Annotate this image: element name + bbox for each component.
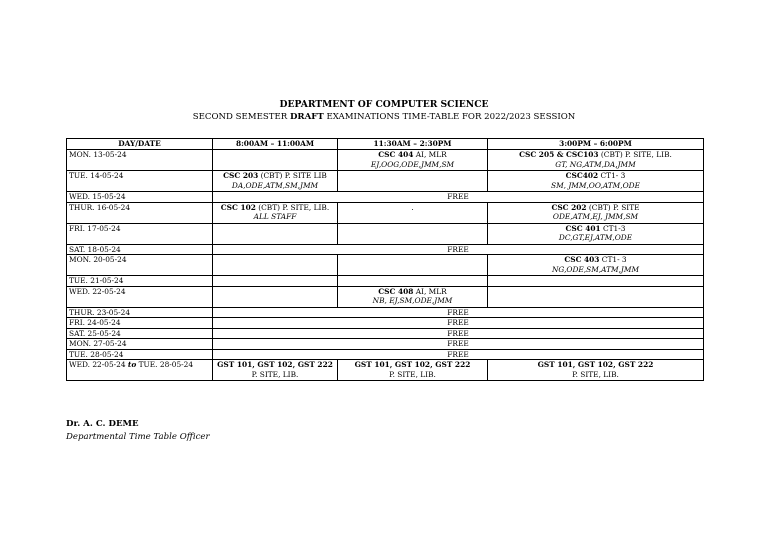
slot-cell	[488, 150, 704, 171]
day-cell: MON. 13-05-24	[67, 150, 213, 171]
table-row	[67, 318, 704, 329]
table-row	[67, 349, 704, 360]
venue: P. SITE, LIB.	[389, 369, 436, 379]
col-header-slot2: 11:30AM – 2:30PM	[338, 139, 488, 150]
venue: AI, MLR	[413, 286, 447, 296]
slot-cell	[488, 360, 704, 381]
day-cell: SAT. 18-05-24	[67, 244, 213, 255]
day-cell: WED. 15-05-24	[67, 192, 213, 203]
table-row	[67, 276, 704, 287]
staff: NB, EJ,SM,ODE,JMM	[372, 296, 453, 305]
slot-cell	[488, 286, 704, 307]
staff: SM, JMM,OO,ATM,ODE	[551, 180, 640, 190]
timetable-subtitle	[0, 112, 768, 122]
course-code: CSC402	[565, 171, 599, 180]
day-cell: MON. 27-05-24	[67, 339, 213, 350]
subtitle-draft: DRAFT	[289, 112, 324, 122]
course-code: CSC 403	[564, 255, 600, 264]
day-cell	[67, 360, 213, 381]
signature-block	[66, 418, 210, 444]
table-row	[67, 171, 704, 192]
day-cell: THUR. 23-05-24	[67, 307, 213, 318]
slot-cell	[338, 171, 488, 192]
table-row	[67, 192, 704, 203]
slot-cell	[338, 255, 488, 276]
table-row	[67, 202, 704, 223]
table-header-row	[67, 139, 704, 150]
slot-cell	[338, 276, 488, 287]
staff: ODE,ATM,EJ, JMM,SM	[552, 212, 639, 221]
table-row	[67, 255, 704, 276]
venue: P. SITE, LIB.	[251, 369, 299, 379]
venue: (CBT) P. SITE	[586, 202, 640, 212]
slot-cell	[338, 360, 488, 381]
venue: (CBT) P. SITE, LIB.	[598, 150, 672, 159]
table-row	[67, 307, 704, 318]
slot-cell	[213, 286, 338, 307]
course-code: CSC 203	[223, 171, 259, 180]
venue: CT1-3	[600, 223, 626, 233]
course-code: CSC 205 & CSC103	[519, 150, 599, 159]
free-cell: FREE	[213, 192, 704, 203]
free-cell: FREE	[213, 244, 704, 255]
col-header-slot3: 3:00PM – 6:00PM	[488, 139, 704, 150]
day-range-start: WED. 22-05-24	[69, 360, 128, 369]
col-header-slot1: 8:00AM – 11:00AM	[213, 139, 338, 150]
exam-timetable	[66, 138, 704, 381]
day-cell: THUR. 16-05-24	[67, 202, 213, 223]
free-cell: FREE	[213, 328, 704, 339]
staff: NG,ODE,SM,ATM,JMM	[551, 264, 640, 274]
slot-cell	[338, 223, 488, 244]
table-row	[67, 223, 704, 244]
staff: DA,ODE,ATM,SM,JMM	[231, 180, 319, 190]
venue: P. SITE, LIB.	[572, 369, 619, 379]
slot-cell	[488, 276, 704, 287]
col-header-day: DAY/DATE	[67, 139, 213, 150]
slot-cell	[213, 276, 338, 287]
table-row	[67, 328, 704, 339]
slot-cell	[213, 150, 338, 171]
slot-cell	[488, 255, 704, 276]
course-code: CSC 404	[378, 150, 414, 159]
table-row	[67, 244, 704, 255]
day-cell: TUE. 28-05-24	[67, 349, 213, 360]
free-cell: FREE	[213, 318, 704, 329]
day-cell: MON. 20-05-24	[67, 255, 213, 276]
table-row	[67, 360, 704, 381]
day-cell: FRI. 24-05-24	[67, 318, 213, 329]
venue: CT1- 3	[598, 171, 626, 180]
table-row	[67, 339, 704, 350]
course-code: GST 101, GST 102, GST 222	[537, 360, 654, 369]
slot-cell: .	[338, 202, 488, 223]
department-title: DEPARTMENT OF COMPUTER SCIENCE	[279, 99, 489, 110]
free-cell: FREE	[213, 349, 704, 360]
free-cell: FREE	[213, 339, 704, 350]
subtitle-post: EXAMINATIONS TIME-TABLE FOR 2022/2023 SESSION	[323, 112, 576, 122]
venue: CT1- 3	[599, 255, 627, 264]
day-range-end: TUE. 28-05-24	[136, 360, 194, 369]
course-code: CSC 202	[551, 202, 587, 212]
slot-cell	[213, 255, 338, 276]
officer-role: Departmental Time Table Officer	[66, 432, 210, 442]
slot-cell	[488, 223, 704, 244]
day-cell: TUE. 21-05-24	[67, 276, 213, 287]
table-row	[67, 286, 704, 307]
venue: AI, MLR	[413, 150, 447, 159]
officer-name: Dr. A. C. DEME	[66, 419, 139, 429]
venue: (CBT) P. SITE, LIB.	[255, 202, 330, 212]
free-cell: FREE	[213, 307, 704, 318]
slot-cell	[213, 360, 338, 381]
day-cell: SAT. 25-05-24	[67, 328, 213, 339]
day-range-to: to	[127, 360, 137, 369]
course-code: CSC 102	[220, 202, 256, 212]
staff: DC,GT,EJ,ATM,ODE	[558, 233, 633, 242]
slot-cell	[338, 150, 488, 171]
course-code: CSC 408	[378, 286, 414, 296]
subtitle-pre: SECOND SEMESTER	[192, 112, 290, 122]
slot-cell	[213, 171, 338, 192]
slot-cell	[213, 202, 338, 223]
day-cell: TUE. 14-05-24	[67, 171, 213, 192]
slot-cell	[488, 171, 704, 192]
day-cell: WED. 22-05-24	[67, 286, 213, 307]
slot-cell	[488, 202, 704, 223]
course-code: GST 101, GST 102, GST 222	[217, 360, 333, 369]
venue: (CBT) P. SITE LIB	[258, 171, 327, 180]
staff: GT, NG,ATM,DA,JMM	[555, 159, 636, 169]
course-code: CSC 401	[565, 223, 601, 233]
slot-cell	[213, 223, 338, 244]
course-code: GST 101, GST 102, GST 222	[354, 360, 471, 369]
staff: EJ,OOG,ODE,JMM,SM	[370, 159, 455, 169]
staff: ALL STAFF	[253, 212, 297, 221]
slot-cell	[338, 286, 488, 307]
day-cell: FRI. 17-05-24	[67, 223, 213, 244]
table-row	[67, 150, 704, 171]
